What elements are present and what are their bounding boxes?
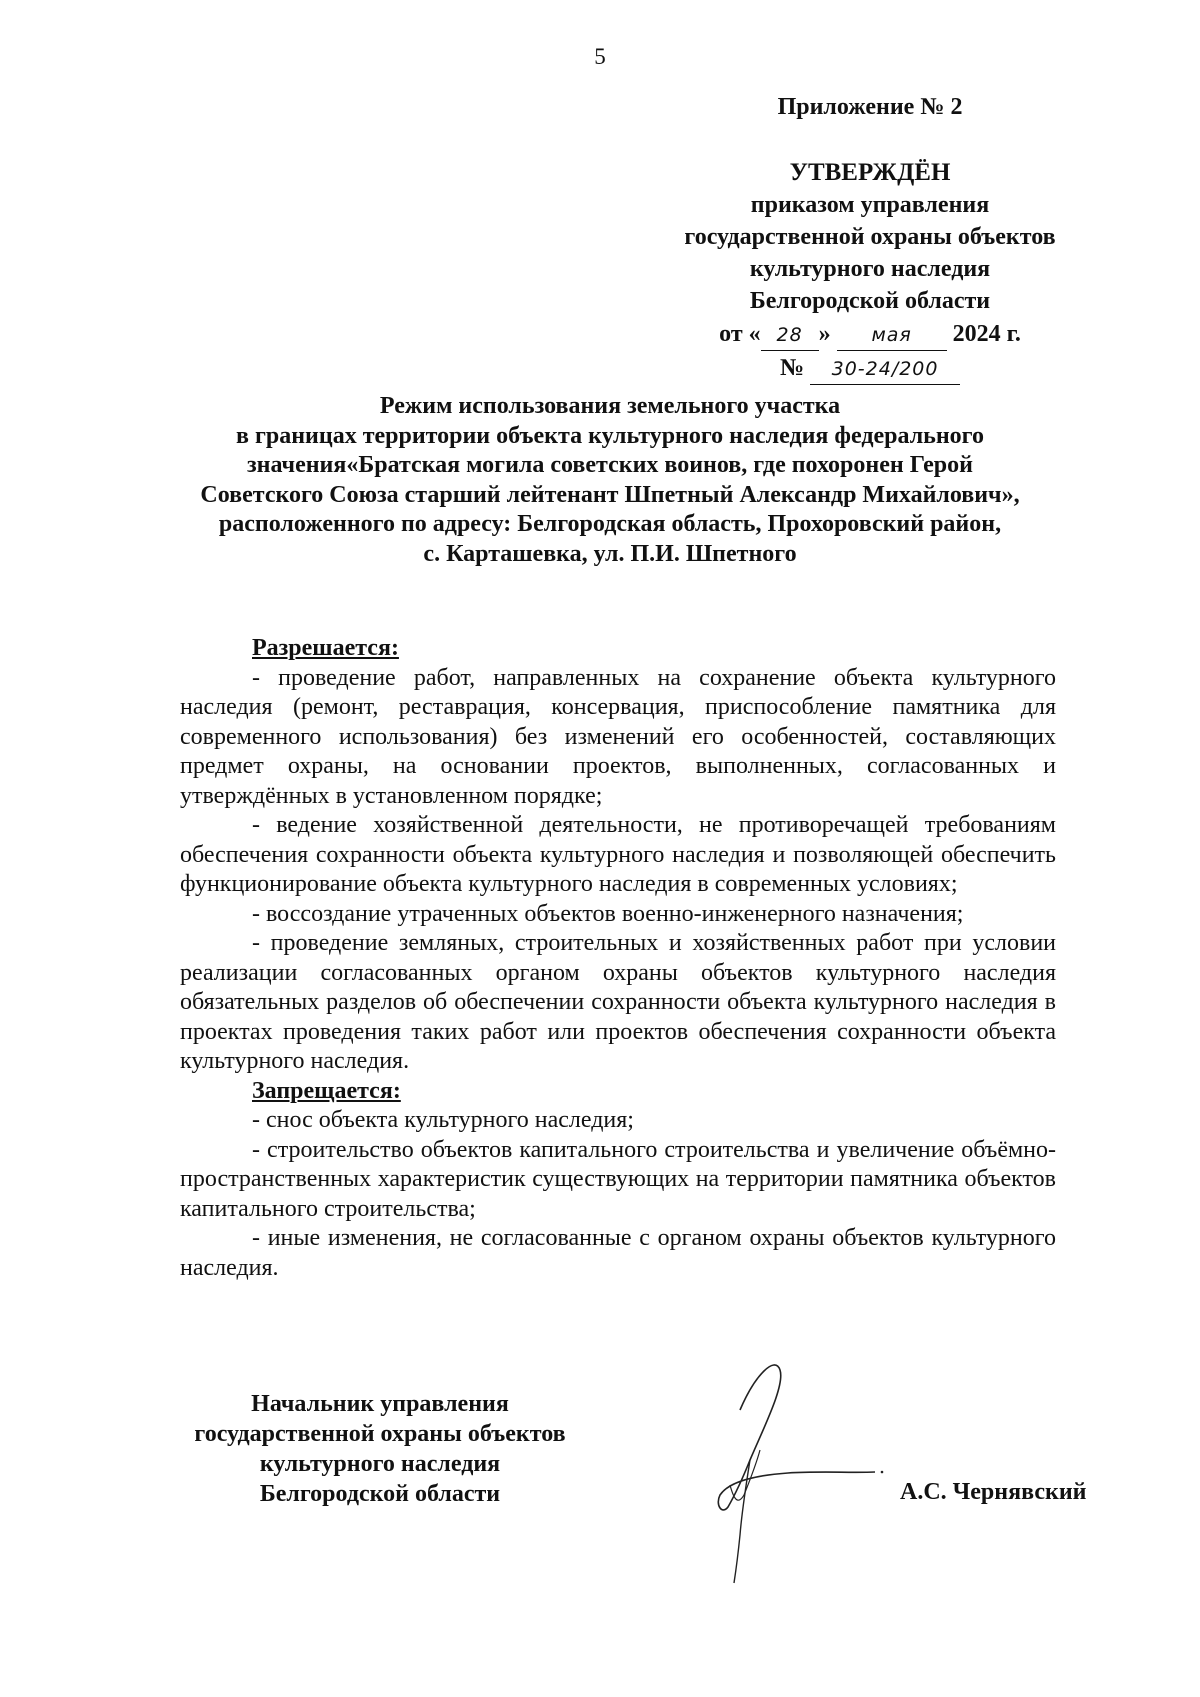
signer-title xyxy=(170,1389,590,1509)
signer-name: А.С. Чернявский xyxy=(900,1479,1087,1505)
approval-number xyxy=(640,353,1100,385)
signer-title-line: Начальник управления xyxy=(251,1391,509,1417)
allowed-heading: Разрешается: xyxy=(252,635,399,661)
title-line: Советского Союза старший лейтенант Шпетный Александр Михайлович», xyxy=(200,481,1020,508)
document-title xyxy=(160,392,1060,569)
prohibited-heading: Запрещается: xyxy=(252,1077,401,1104)
allowed-item: - проведение земляных, строительных и хозяйственных работ при условии реализации согласованных органом охраны объектов культурного наследия обязательных разделов об обеспечении сохранности объекта культурного наследия в проектах проведения таких работ или проектов обеспечения сохранности объекта культурного наследия. xyxy=(180,930,1056,1074)
approval-date xyxy=(640,319,1100,351)
title-line: Режим использования земельного участка xyxy=(379,393,841,419)
handwritten-signature xyxy=(670,1355,920,1585)
issuer-line: культурного наследия xyxy=(749,256,991,282)
signer-title-line: государственной охраны объектов xyxy=(194,1421,566,1447)
signer-title-line: Белгородской области xyxy=(259,1481,501,1507)
number-value: 30-24/200 xyxy=(810,354,960,385)
number-prefix: № xyxy=(779,355,805,381)
date-prefix: от « xyxy=(719,321,761,347)
allowed-item: - проведение работ, направленных на сохранение объекта культурного наследия (ремонт, реставрация, консервация, приспособление памятника для современного использования) без изменений его особенностей, составляющих предмет охраны, на основании проектов, выполненных, согласованных и утверждённых в установленном порядке; xyxy=(180,664,1056,809)
document-body xyxy=(180,634,1056,1283)
prohibited-item: - снос объекта культурного наследия; xyxy=(252,1107,634,1133)
date-day: 28 xyxy=(761,320,819,351)
allowed-item: - воссоздание утраченных объектов военно-инженерного назначения; xyxy=(252,900,964,927)
prohibited-item: - строительство объектов капитального строительства и увеличение объёмно-пространственных характеристик существующих на территории памятника объектов капитального строительства; xyxy=(180,1136,1056,1222)
issuer-line: государственной охраны объектов xyxy=(684,224,1056,250)
date-mid: » xyxy=(818,321,831,347)
title-line: с. Карташевка, ул. П.И. Шпетного xyxy=(423,540,797,567)
issuer-line: приказом управления xyxy=(750,192,990,218)
allowed-item: - ведение хозяйственной деятельности, не противоречащей требованиям обеспечения сохранности объекта культурного наследия и позволяющей обеспечить функционирование объекта культурного наследия в современных условиях; xyxy=(180,812,1056,897)
date-year: 2024 г. xyxy=(952,321,1021,347)
issuer-line: Белгородской области xyxy=(749,288,991,314)
signer-title-line: культурного наследия xyxy=(259,1451,501,1477)
date-month: мая xyxy=(837,320,947,351)
title-line: значения«Братская могила советских воинов, где похоронен Герой xyxy=(247,452,973,478)
title-line: расположенного по адресу: Белгородская область, Прохоровский район, xyxy=(218,511,1002,537)
prohibited-item: - иные изменения, не согласованные с органом охраны объектов культурного наследия. xyxy=(180,1225,1056,1281)
approved-label: УТВЕРЖДЁН xyxy=(789,159,951,186)
annex-label: Приложение № 2 xyxy=(777,94,963,120)
page-number: 5 xyxy=(594,44,606,69)
title-line: в границах территории объекта культурного наследия федерального xyxy=(236,422,984,449)
